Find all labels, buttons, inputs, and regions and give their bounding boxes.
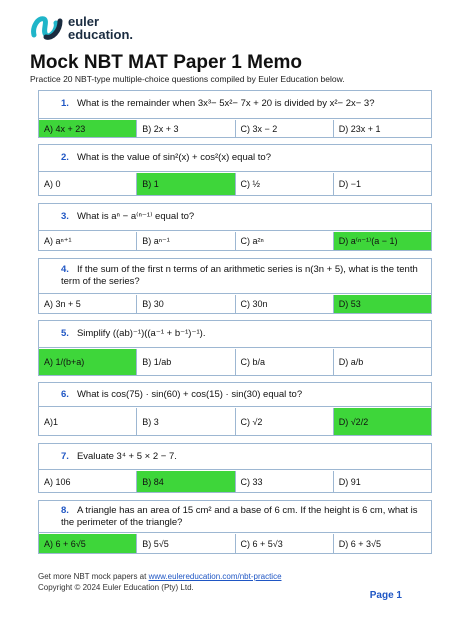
option-a[interactable]: A) 3n + 5: [39, 295, 137, 313]
page-subtitle: Practice 20 NBT-type multiple-choice questions compiled by Euler Education below.: [30, 74, 345, 84]
question-text: A triangle has an area of 15 cm² and a base of 6 cm. If the height is 6 cm, what is the perimeter of the triangle?: [61, 505, 418, 528]
euler-logo-icon: [30, 13, 64, 43]
footer-link[interactable]: www.eulereducation.com/nbt-practice: [148, 572, 282, 581]
option-b[interactable]: B) 30: [137, 295, 235, 313]
option-c[interactable]: C) 30n: [236, 295, 334, 313]
options-row: [39, 471, 431, 492]
brand-line-1: euler: [68, 14, 100, 29]
question-text: What is the remainder when 3x³− 5x²− 7x + 20 is divided by x²− 2x− 3?: [76, 98, 375, 109]
question-text: What is aⁿ − a⁽ⁿ⁻¹⁾ equal to?: [76, 211, 195, 222]
question-number: 2.: [61, 152, 69, 163]
option-c[interactable]: C) √2: [236, 408, 334, 435]
option-d[interactable]: D) a/b: [338, 357, 364, 367]
option-d[interactable]: D) −1: [338, 179, 362, 189]
option-d[interactable]: D) a⁽ⁿ⁻¹⁾(a − 1): [334, 232, 431, 250]
question-number: 3.: [61, 211, 69, 222]
option-d[interactable]: D) 53: [334, 295, 431, 313]
footer: [38, 571, 282, 593]
question-card: [38, 320, 432, 376]
page-number: Page 1: [369, 590, 402, 601]
option-a[interactable]: A) 6 + 6√5: [39, 534, 137, 553]
question-card: [38, 443, 432, 493]
question-card: [38, 500, 432, 554]
question-header: [39, 444, 431, 470]
footer-copyright: Copyright © 2024 Euler Education (Pty) Ltd.: [38, 583, 194, 592]
option-b[interactable]: B) 84: [137, 471, 235, 492]
question-card: [38, 90, 432, 138]
options-row: [39, 295, 431, 313]
question-header: [39, 145, 431, 172]
option-c[interactable]: C) 3x − 2: [236, 120, 334, 137]
question-number: 7.: [61, 451, 69, 462]
option-c[interactable]: C) 6 + 5√3: [236, 534, 334, 553]
question-number: 6.: [61, 389, 69, 400]
option-c[interactable]: C) 33: [236, 471, 334, 492]
option-a[interactable]: A) 0: [39, 173, 137, 195]
option-d[interactable]: D) 91: [338, 476, 361, 487]
options-row: [39, 120, 431, 137]
question-card: [38, 203, 432, 251]
option-a[interactable]: A)1: [39, 408, 137, 435]
option-c[interactable]: C) ½: [236, 173, 334, 195]
options-row: [39, 173, 431, 195]
question-header: [39, 204, 431, 231]
options-row: [39, 534, 431, 553]
option-b[interactable]: B) 3: [137, 408, 235, 435]
question-text: If the sum of the first n terms of an arithmetic series is n(3n + 5), what is the tenth term of the series?: [61, 264, 418, 287]
option-a[interactable]: A) aⁿ⁺¹: [39, 232, 137, 250]
brand-name: [68, 15, 133, 41]
option-b[interactable]: B) aⁿ⁻¹: [137, 232, 235, 250]
question-number: 4.: [61, 264, 69, 275]
question-header: [39, 383, 431, 407]
question-text: What is the value of sin²(x) + cos²(x) equal to?: [76, 152, 271, 163]
euler-logo: [30, 13, 190, 45]
options-row: [39, 408, 431, 435]
page-title: Mock NBT MAT Paper 1 Memo: [30, 52, 303, 73]
options-row: [39, 232, 431, 250]
option-c[interactable]: C) a²ⁿ: [236, 232, 334, 250]
question-number: 8.: [61, 505, 69, 516]
question-text: Evaluate 3⁴ + 5 × 2 − 7.: [76, 451, 177, 462]
question-text: What is cos(75) · sin(60) + cos(15) · sin(30) equal to?: [76, 389, 303, 400]
question-header: [39, 259, 431, 294]
question-number: 1.: [61, 98, 69, 109]
option-a[interactable]: A) 4x + 23: [39, 120, 137, 137]
question-text: Simplify ((ab)⁻¹)((a⁻¹ + b⁻¹)⁻¹).: [76, 328, 206, 339]
option-d[interactable]: D) 6 + 3√5: [338, 538, 381, 549]
option-c[interactable]: C) b/a: [236, 349, 334, 375]
question-header: [39, 501, 431, 533]
option-b[interactable]: B) 5√5: [137, 534, 235, 553]
option-d[interactable]: D) 23x + 1: [338, 123, 381, 134]
question-number: 5.: [61, 328, 69, 339]
question-card: [38, 258, 432, 314]
option-b[interactable]: B) 1/ab: [137, 349, 235, 375]
options-row: [39, 349, 431, 375]
question-card: [38, 382, 432, 436]
footer-prefix: Get more NBT mock papers at: [38, 572, 149, 581]
question-header: [39, 321, 431, 348]
option-a[interactable]: A) 106: [39, 471, 137, 492]
option-a[interactable]: A) 1/(b+a): [39, 349, 137, 375]
brand-line-2: education.: [68, 27, 134, 42]
option-b[interactable]: B) 1: [137, 173, 235, 195]
question-card: [38, 144, 432, 196]
footer-line-1: [38, 571, 282, 582]
question-header: [39, 91, 431, 119]
option-b[interactable]: B) 2x + 3: [137, 120, 235, 137]
option-d[interactable]: D) √2/2: [334, 408, 431, 435]
